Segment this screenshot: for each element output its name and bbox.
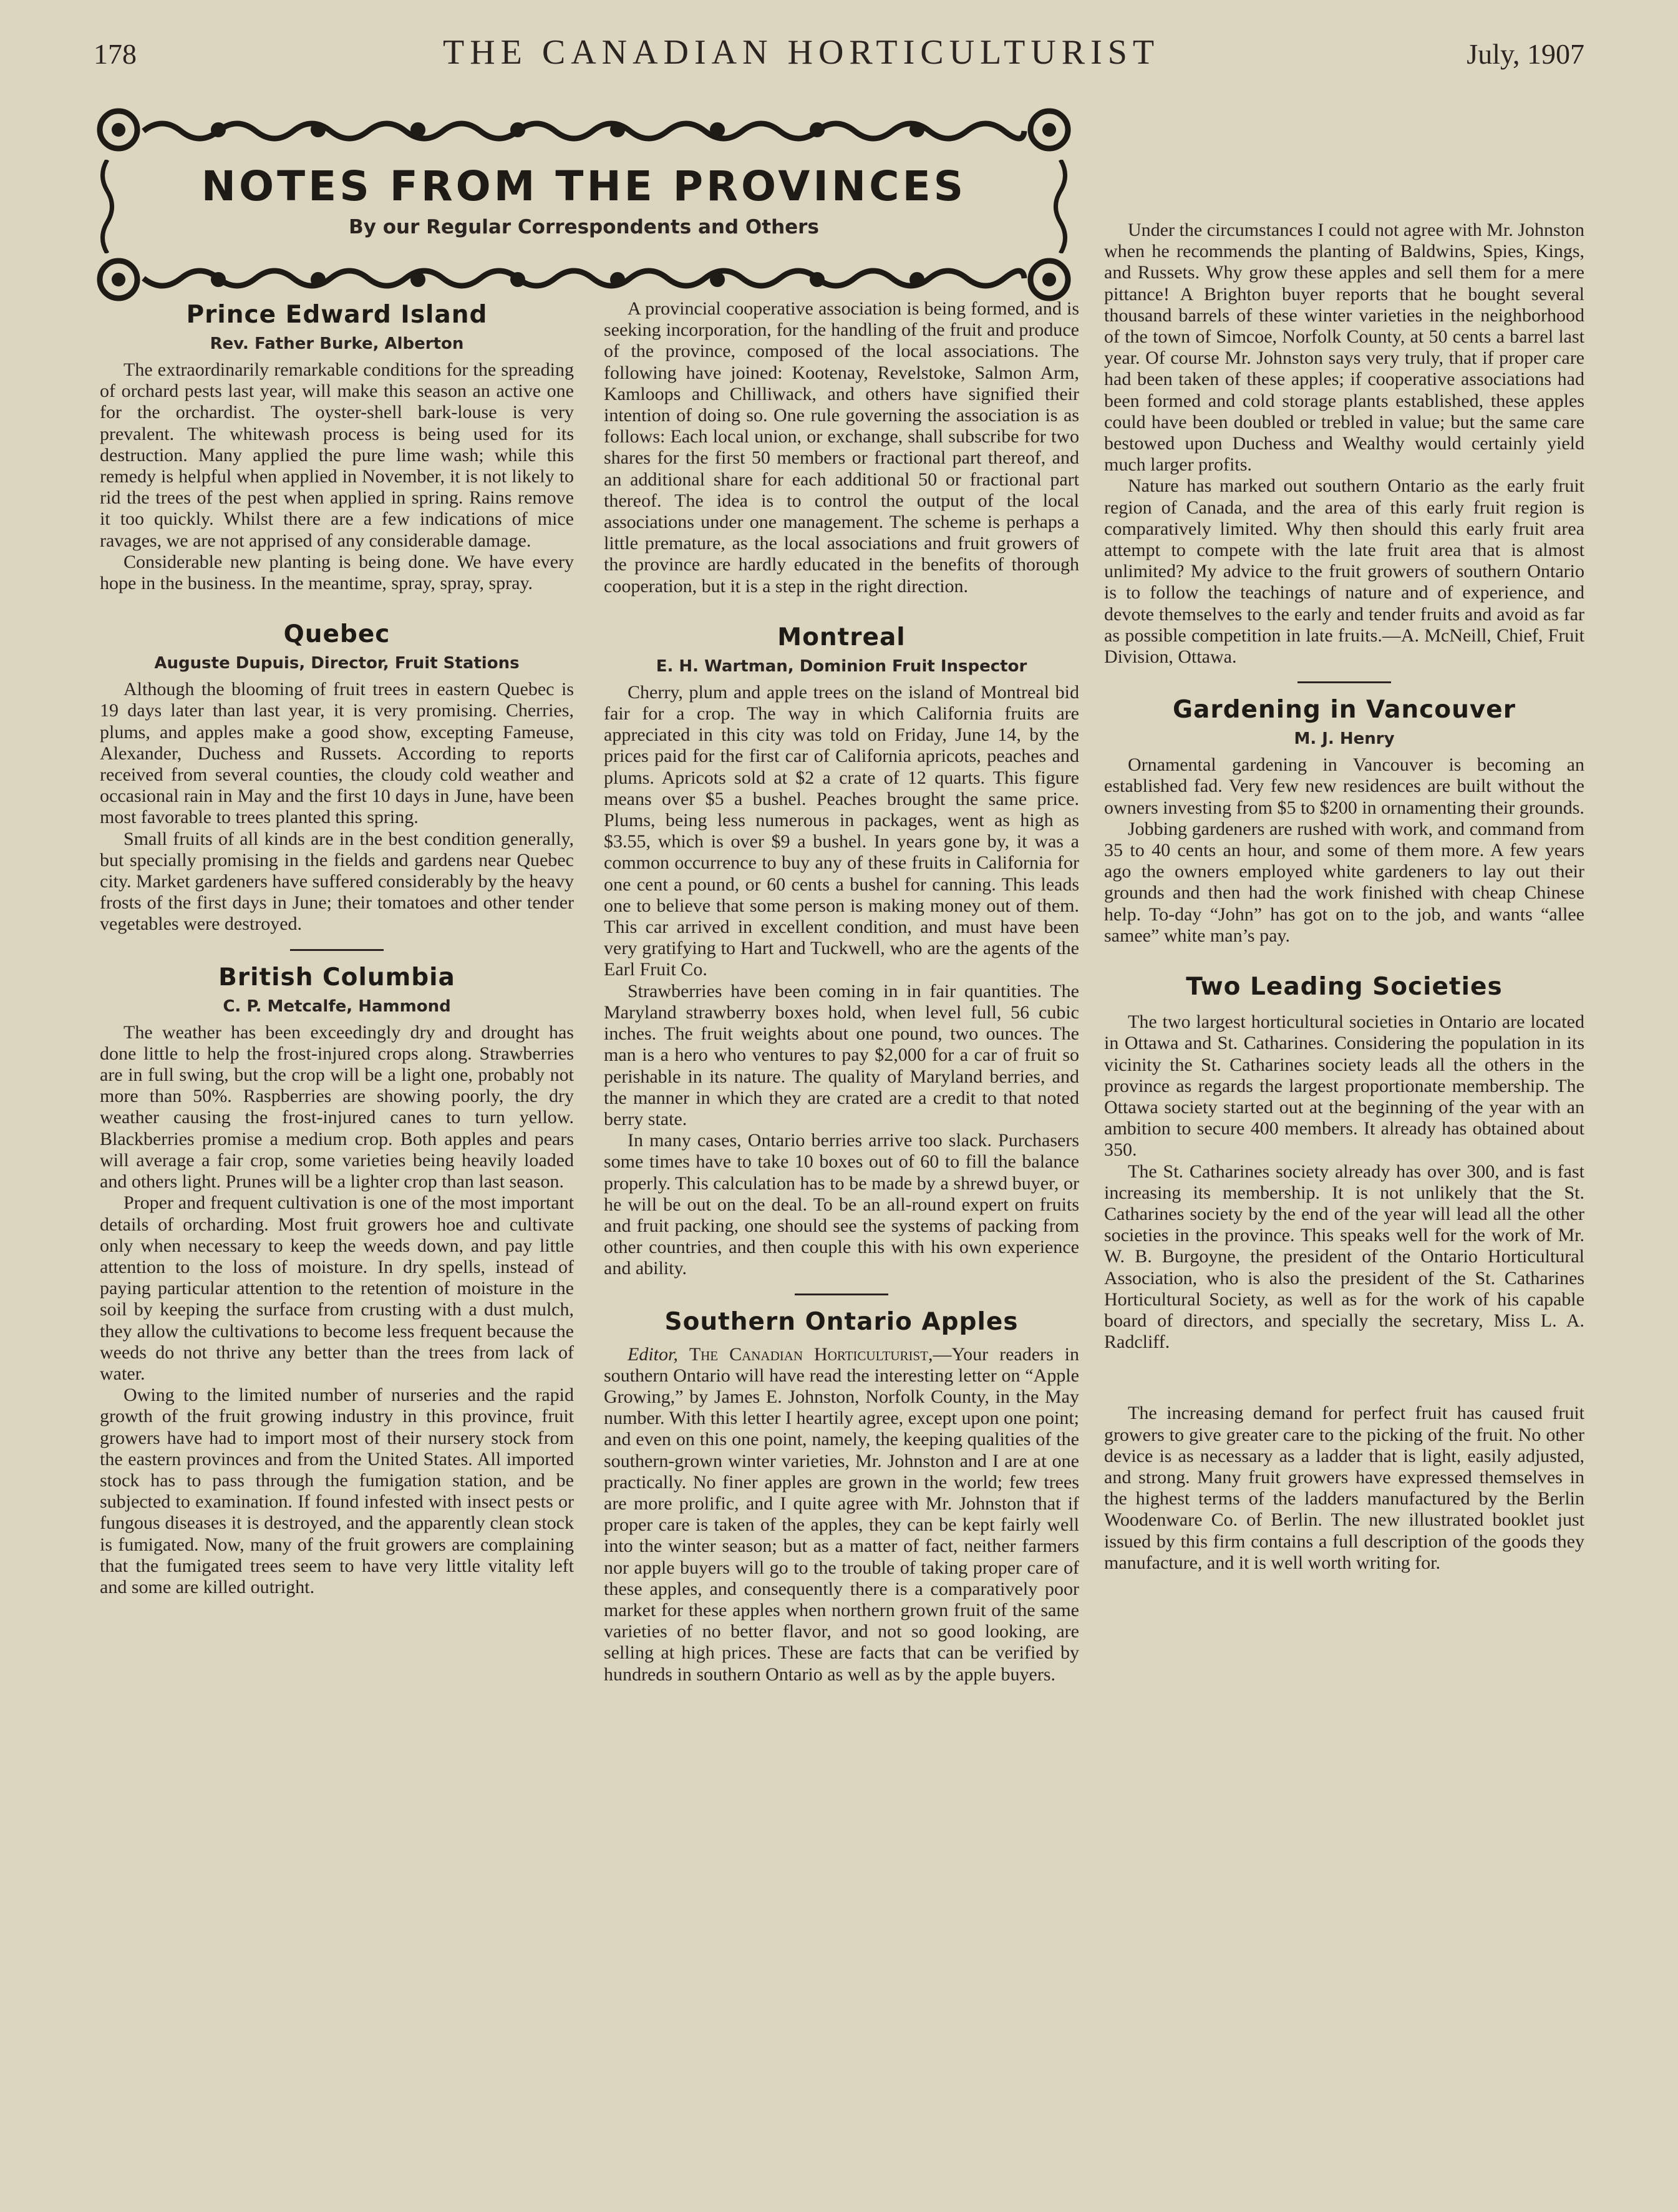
byline-bc: C. P. Metcalfe, Hammond xyxy=(223,996,451,1016)
byline-vancouver: M. J. Henry xyxy=(1294,729,1395,749)
section-divider xyxy=(1297,681,1391,683)
section-divider xyxy=(290,949,384,951)
banner-subtitle: By our Regular Correspondents and Others xyxy=(349,216,819,238)
section-title-quebec: Quebec xyxy=(283,620,390,649)
ornament-border-bottom xyxy=(94,255,1074,305)
issue-date: July, 1907 xyxy=(1467,38,1584,70)
letter-opening-paragraph xyxy=(604,1344,1079,1685)
letter-text: —Your readers in southern Ontario will have read the interesting letter on “Apple Growing,” by James E. Johnston, Norfolk County, in the May number. With this letter I heartily agree, except upon one point; and even on this one point, namely, the keeping qualities of the southern-grown winter varieties, Mr. Johnston and I are at one practically. No finer apples are grown in the world; few trees are more prolific, and I quite agree with Mr. Johnston that if proper care is taken of the apples, they can be kept fairly well into the winter season; but as a matter of fact, neither farmers nor apple buyers will go to the trouble of taking proper care of these apples, and consequently there is a comparatively poor market for these apples when northern grown fruit of the same varieties of no better flavor, and not so good looking, are selling at high prices. These are facts that can be verified by hundreds in southern Ontario as well as by the apple buyers. xyxy=(604,1343,1079,1685)
paragraph: Cherry, plum and apple trees on the island of Montreal bid fair for a crop. The way in which California fruits are appreciated in this city was told on Friday, June 14, by the prices paid for the first car of California apricots, peaches and plums. Apricots sold at $2 a crate of 12 quarts. This figure means over $5 a bushel. Peaches brought the same price. Plums, being less numerous in packages, went as high as $3.55, which is over $9 a bushel. In years gone by, it was a common occurrence to buy any of these fruits in California for one cent a pound, or 60 cents a bushel for canning. This leads one to believe that some person is making money out of them. This car arrived in excellent condition, and must have been very gratifying to Hart and Tuckwell, who are the agents of the Earl Fruit Co. xyxy=(604,681,1079,980)
paragraph: Strawberries have been coming in in fair quantities. The Maryland strawberry boxes hold, when level full, 56 cubic inches. The fruit weights about one pound, two ounces. The man is a hero who ventures to pay $2,000 for a car of fruit so perishable in its nature. The quality of Maryland berries, and the manner in which they are crated are a credit to that noted berry state. xyxy=(604,980,1079,1129)
section-title-pei: Prince Edward Island xyxy=(186,301,488,329)
paragraph: Nature has marked out southern Ontario as the early fruit region of Canada, and the area of this early fruit region is comparatively limited. Why then should this early fruit area attempt to compete with the late fruit area that is almost unlimited? My advice to the fruit growers of southern Ontario is to follow the teachings of nature and of experience, and devote themselves to the early and tender fruits and avoid as far as possible competition in late fruits.—A. McNeill, Chief, Fruit Division, Ottawa. xyxy=(1104,475,1584,668)
section-title-southern-ontario: Southern Ontario Apples xyxy=(664,1307,1019,1336)
page-number: 178 xyxy=(94,38,137,70)
paragraph: Although the blooming of fruit trees in eastern Quebec is 19 days later than last year, it is very promising. Cherries, plums, and apples make a good show, excepting Fameuse, Alexander, Duchess and Russets. According to reports received from several counties, the cloudy cold weather and occasional rain in May and the first 10 days in June, have been most favorable to trees planted this spring. xyxy=(100,679,574,828)
paragraph: The two largest horticultural societies in Ontario are located in Ottawa and St. Catharines. Considering the population in its vicinity the St. Catharines society leads all the others in the province as regards the largest proportionate membership. The Ottawa society started out at the beginning of the year with an ambition to secure 400 members. It already has obtained about 350. xyxy=(1104,1011,1584,1161)
banner-title: NOTES FROM THE PROVINCES xyxy=(201,162,967,210)
section-title-montreal: Montreal xyxy=(777,623,906,651)
section-banner xyxy=(94,105,1074,305)
paragraph: In many cases, Ontario berries arrive too slack. Purchasers some times have to take 10 boxes out of 60 to fill the balance properly. This calculation has to be made by a shrewd buyer, or he will be out on the deal. To be an all-round expert on fruits and fruit packing, one should see the systems of packing from other countries, and then couple this with his own experience and ability. xyxy=(604,1130,1079,1279)
paragraph: Under the circumstances I could not agree with Mr. Johnston when he recommends the planting of Baldwins, Spies, Kings, and Russets. Why grow these apples and sell them for a mere pittance! A Brighton buyer reports that he bought several thousand barrels of these winter varieties in the neighborhood of the town of Simcoe, Norfolk County, at 50 cents a barrel last year. Of course Mr. Johnston says very truly, that if proper care had been taken of these apples; if cooperative associations had been formed and cold storage plants established, these apples could have been doubled or trebled in value; but the same care bestowed upon Duchess and Wealthy would certainly yield much larger profits. xyxy=(1104,220,1584,475)
paragraph: Jobbing gardeners are rushed with work, and command from 35 to 40 cents an hour, and some of them more. A few years ago the owners employed white gardeners to lay out their grounds and then had the work finished with cheap Chinese help. To-day “John” has got on to the job, and wants “allee samee” white man’s pay. xyxy=(1104,818,1584,946)
ornament-side-right xyxy=(1048,160,1073,253)
ornament-border-top xyxy=(94,105,1074,155)
paragraph: Considerable new planting is being done. We have every hope in the business. In the meantime, spray, spray, spray. xyxy=(100,551,574,594)
paragraph: The St. Catharines society already has over 300, and is fast increasing its membership. It is not unlikely that the St. Catharines society by the end of the year will lead all the other societies in the province. This speaks well for the work of Mr. W. B. Burgoyne, the president of the Ontario Horticultural Association, who is also the president of the St. Catharines Horticultural Society, as well as for the work of his capable board of directors, and specially the secretary, Miss L. A. Radcliff. xyxy=(1104,1161,1584,1353)
byline-pei: Rev. Father Burke, Alberton xyxy=(210,334,464,353)
running-head xyxy=(94,32,1584,76)
byline-quebec: Auguste Dupuis, Director, Fruit Stations xyxy=(154,654,520,673)
section-title-bc: British Columbia xyxy=(218,963,455,992)
section-title-vancouver: Gardening in Vancouver xyxy=(1173,696,1516,724)
journal-name: The Canadian Horticulturist, xyxy=(689,1343,933,1365)
paragraph: Proper and frequent cultivation is one of the most important details of orcharding. Most fruit growers hoe and cultivate only when necessary to keep the weeds down, and pay little attention to the loss of moisture. In dry spells, instead of paying particular attention to the retention of moisture in the soil by keeping the surface from crusting with a dust mulch, they allow the cultivations to become less frequent because the weeds do not thrive any better than the trees from lack of water. xyxy=(100,1192,574,1384)
byline-montreal: E. H. Wartman, Dominion Fruit Inspector xyxy=(656,656,1027,676)
journal-title: THE CANADIAN HORTICULTURIST xyxy=(443,33,1160,72)
paragraph-continued: A provincial cooperative association is being formed, and is seeking incorporation, for the handling of the fruit and produce of the province, composed of the local associations. The following have joined: Kootenay, Revelstoke, Salmon Arm, Kamloops and Chilliwack, and others have signified their intention of doing so. One rule governing the association is as follows: Each local union, or exchange, shall subscribe for two shares for the first 50 members or fractional part thereof, and an additional share for each additional 50 or fractional part thereof. The idea is to control the output of the local associations under one management. The scheme is perhaps a little premature, as the local associations and fruit growers of the province are hardly educated in the benefits of thorough cooperation, but it is a step in the right direction. xyxy=(604,298,1079,597)
column-2 xyxy=(604,298,1079,1685)
paragraph: Ornamental gardening in Vancouver is becoming an established fad. Very few new residences are built without the owners investing from $5 to $200 in ornamenting their grounds. xyxy=(1104,754,1584,818)
column-3 xyxy=(1104,95,1584,1574)
section-title-societies: Two Leading Societies xyxy=(1186,973,1503,1001)
ladder-notice: The increasing demand for perfect fruit has caused fruit growers to give greater care to the picking of the fruit. No other device is as necessary as a ladder that is light, easily adjusted, and strong. Many fruit growers have expressed themselves in the highest terms of the ladders manufactured by the Berlin Woodenware Co. of Berlin. The new illustrated booklet just issued by this firm contains a full description of the goods they manufacture, and it is well worth writing for. xyxy=(1104,1403,1584,1573)
paragraph: Small fruits of all kinds are in the best condition generally, but specially promising in the fields and gardens near Quebec city. Market gardeners have suffered considerably by the heavy frosts of the first days in June; their tomatoes and other tender vegetables were destroyed. xyxy=(100,828,574,935)
paragraph: The weather has been exceedingly dry and drought has done little to help the frost-injured crops along. Strawberries are in full swing, but the crop will be a light one, probably not more than 50%. Raspberries are showing poorly, the dry weather causing the frost-injured canes to turn yellow. Blackberries promise a medium crop. Both apples and pears will average a fair crop, some varieties being heavily loaded and others light. Prunes will be a lighter crop than last season. xyxy=(100,1021,574,1192)
paragraph: The extraordinarily remarkable conditions for the spreading of orchard pests last year, will make this season an active one for the orchardist. The oyster-shell bark-louse is very prevalent. The whitewash process is being used for its destruction. Many applied the pure lime wash; while this remedy is helpful when applied in November, it is not likely to rid the trees of the pest when applied in spring. Rains remove it too quickly. Whilst there are a few indications of mice ravages, we are not apprised of any considerable damage. xyxy=(100,359,574,551)
section-divider xyxy=(795,1294,888,1295)
paragraph: Owing to the limited number of nurseries and the rapid growth of the fruit growing industry in this province, fruit growers have had to import most of their nursery stock from the eastern provinces and from the United States. All imported stock has to pass through the fumigation station, and be subjected to examination. If found infested with insect pests or fungous diseases it is destroyed, and the apparently clean stock is fumigated. Now, many of the fruit growers are complaining that the fumigated trees seem to have very little vitality left and some are killed outright. xyxy=(100,1385,574,1597)
column-1 xyxy=(100,300,574,1598)
editor-salutation: Editor, xyxy=(628,1343,678,1365)
